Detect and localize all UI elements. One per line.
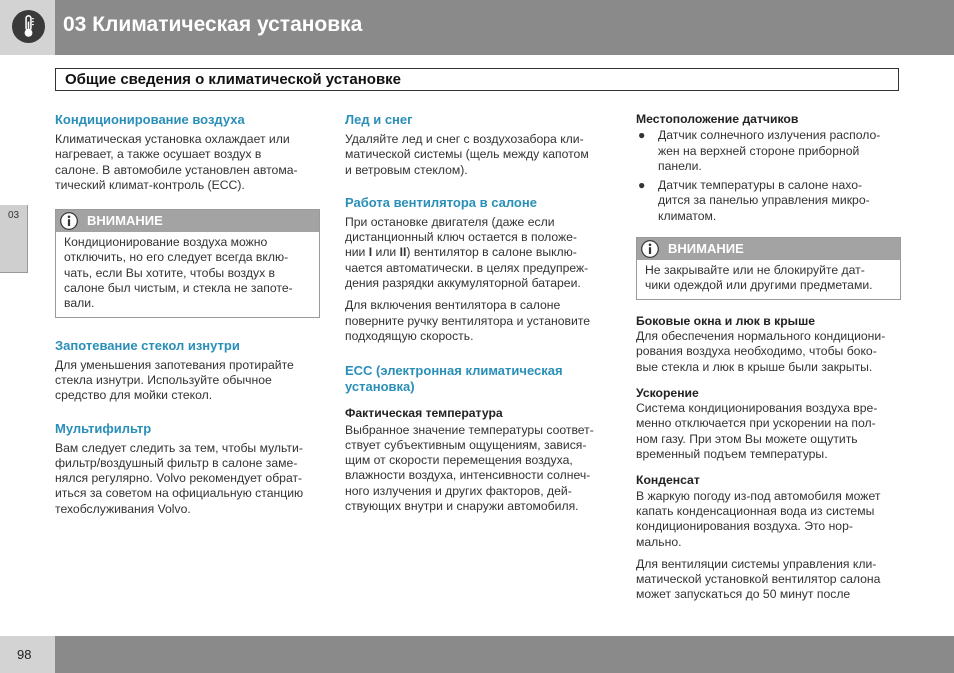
chapter-tab-label: 03 — [8, 210, 20, 221]
heading-ecc: ECC (электронная климатическая установка) — [345, 363, 563, 395]
paragraph-actual-temperature: Выбранное значение температуры соответ- ствует субъективным ощущениям, завися- щим от скорости перемещения воздуха, влажности воздуха, интенсивности солнеч- ного излучения и других факторов, дей- ствующих внутри и снаружи автомобиля. — [345, 422, 594, 514]
paragraph-acceleration: Система кондиционирования воздуха вре- менно отключается при ускорении на пол- ном газу. При этом Вы можете ощутить временный подъем температуры. — [636, 401, 878, 462]
subheading-side-windows: Боковые окна и люк в крыше — [636, 313, 816, 328]
column-1 — [55, 112, 320, 517]
thermometer-icon — [11, 9, 46, 44]
column-3 — [636, 112, 901, 603]
subheading-condensate: Конденсат — [636, 473, 700, 488]
subheading-actual-temperature: Фактическая температура — [345, 406, 503, 421]
section-title: Общие сведения о климатической установке — [65, 71, 402, 88]
ignition-position-ii: II — [399, 245, 407, 260]
warning-text: Не закрывайте или не блокируйте дат- чики одеждой или другими предметами. — [645, 263, 873, 293]
page-title: 03 Климатическая установка — [63, 13, 363, 36]
warning-header — [637, 238, 900, 260]
list-item-text: Датчик солнечного излучения располо- жен на верхней стороне приборной панели. — [658, 128, 881, 173]
list-item-text: Датчик температуры в салоне нахо- дится за панелью управления микро- климатом. — [658, 178, 870, 223]
heading-fogging: Запотевание стекол изнутри — [55, 337, 240, 353]
paragraph-side-windows: Для обеспечения нормального кондициони- рования воздуха необходимо, чтобы боко- вые стекла и люк в крыше были закрыты. — [636, 328, 886, 374]
section-header — [55, 68, 899, 91]
warning-box — [55, 209, 320, 317]
heading-ice-snow: Лед и снег — [345, 112, 413, 127]
paragraph-fan-start: Для включения вентилятора в салоне поверните ручку вентилятора и установите подходящую скорость. — [345, 298, 591, 343]
paragraph-fogging: Для уменьшения запотевания протирайте стекла изнутри. Используйте обычное средство для мойки стекол. — [55, 357, 294, 403]
fan-text-b: ) вентилятор в салоне выклю- чается автоматически. в целях предупреж- дения разрядки аккумуляторной батареи. — [345, 245, 589, 291]
header-icon-box — [0, 0, 55, 55]
paragraph-condensate: В жаркую погоду из-под автомобиля может капать конденсационная вода из системы кондиционирования воздуха. Это нор- мально. — [636, 488, 881, 549]
page-number: 98 — [17, 647, 32, 662]
warning-text: Кондиционирование воздуха можно отключить, но его следует всегда вклю- чать, если Вы хотите, чтобы воздух в салоне был чистым, и стекла не запоте- вали. — [64, 235, 293, 311]
warning-title: ВНИМАНИЕ — [668, 241, 744, 257]
warning-title: ВНИМАНИЕ — [87, 213, 163, 229]
footer-bar — [55, 636, 954, 673]
footer-page-box — [0, 636, 55, 673]
warning-box — [636, 237, 901, 300]
info-icon — [641, 240, 659, 258]
header-bar — [55, 0, 954, 55]
list-item — [636, 128, 901, 174]
sensor-list — [636, 128, 901, 224]
heading-air-conditioning: Кондиционирование воздуха — [55, 112, 245, 127]
info-icon — [60, 212, 78, 230]
paragraph-ventilation: Для вентиляции системы управления кли- матической установкой вентилятор салона может запускаться до 50 минут после — [636, 556, 881, 602]
subheading-sensor-location: Местоположение датчиков — [636, 112, 799, 126]
paragraph-ice-snow: Удаляйте лед и снег с воздухозабора кли- матической системы (щель между капотом и ветровым стеклом). — [345, 132, 589, 177]
paragraph-air-conditioning: Климатическая установка охлаждает или нагревает, а также осушает воздух в салоне. В автомобиле установлен автома- тический климат-контроль (ECC). — [55, 132, 298, 192]
bullet-icon: ● — [638, 178, 646, 193]
bullet-icon: ● — [638, 128, 646, 143]
chapter-tab[interactable] — [0, 205, 28, 273]
fan-text-a: При остановке двигателя (даже если дистанционный ключ остается в положе- нии — [345, 214, 577, 260]
list-item — [636, 178, 901, 224]
column-2 — [345, 112, 610, 514]
subheading-acceleration: Ускорение — [636, 385, 699, 400]
warning-header — [56, 210, 319, 232]
paragraph-multifilter: Вам следует следить за тем, чтобы мульти- фильтр/воздушный фильтр в салоне заме- нялся регулярно. Volvo рекомендует обрат- иться за советом на официальную станцию техобслуживания Volvo. — [55, 440, 304, 516]
heading-fan: Работа вентилятора в салоне — [345, 194, 537, 210]
heading-multifilter: Мультифильтр — [55, 420, 152, 436]
fan-text-or: или — [372, 245, 400, 260]
paragraph-fan-stop — [345, 215, 610, 291]
ignition-position-i: I — [368, 245, 373, 260]
